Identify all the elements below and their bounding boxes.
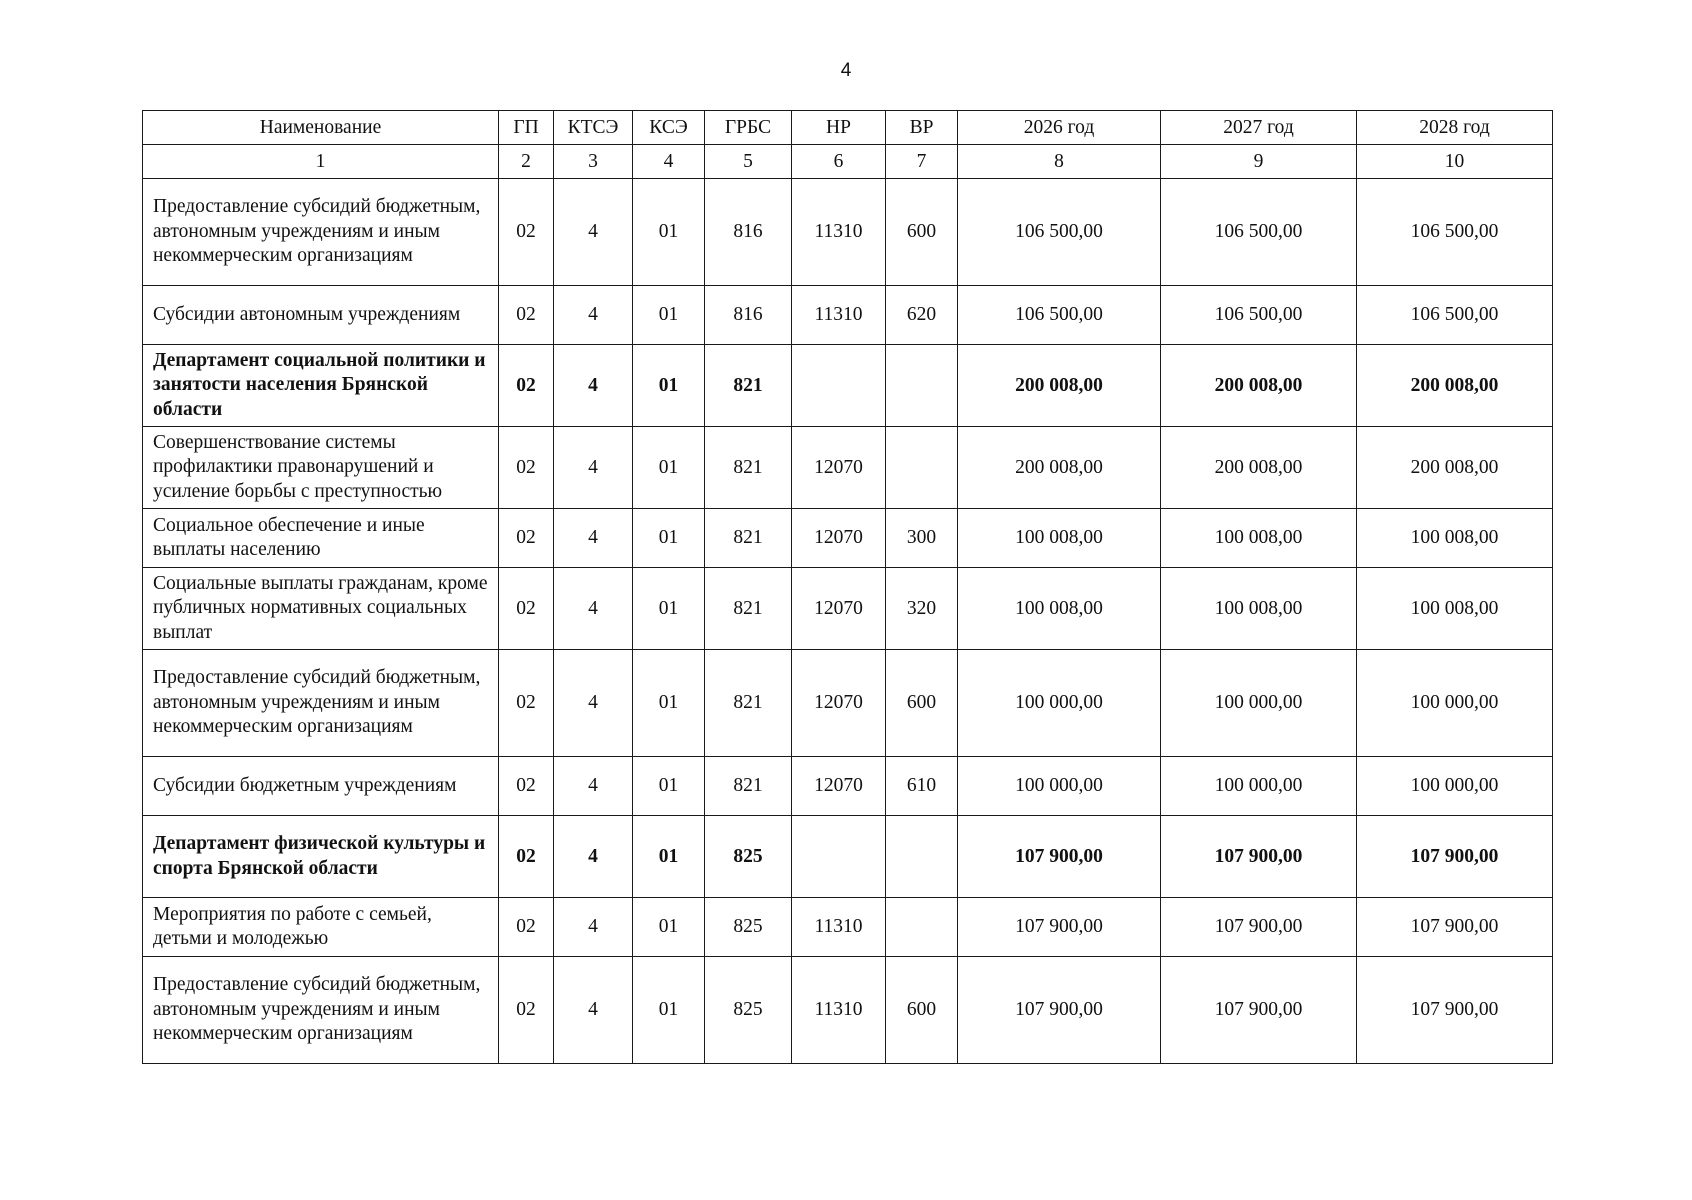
gp-cell: 02	[499, 650, 554, 757]
gp-cell: 02	[499, 568, 554, 650]
column-number-cell: 2	[499, 145, 554, 179]
amount-2027-cell: 100 008,00	[1161, 509, 1357, 568]
header-cell-nr: НР	[792, 111, 886, 145]
column-number-cell: 8	[958, 145, 1161, 179]
row-name-cell: Субсидии автономным учреждениям	[143, 286, 499, 345]
column-number-cell: 1	[143, 145, 499, 179]
amount-2028-cell: 107 900,00	[1357, 957, 1553, 1064]
amount-2026-cell: 107 900,00	[958, 957, 1161, 1064]
grbs-cell: 821	[705, 650, 792, 757]
kse-cell: 01	[633, 957, 705, 1064]
row-name-cell: Департамент физической культуры и спорта Брянской области	[143, 816, 499, 898]
grbs-cell: 821	[705, 427, 792, 509]
vr-cell	[886, 816, 958, 898]
gp-cell: 02	[499, 286, 554, 345]
table-row	[143, 898, 1553, 957]
row-name-cell: Департамент социальной политики и занятости населения Брянской области	[143, 345, 499, 427]
table-row	[143, 179, 1553, 286]
table-row	[143, 427, 1553, 509]
header-row	[143, 111, 1553, 145]
column-number-cell: 10	[1357, 145, 1553, 179]
row-name-cell: Социальное обеспечение и иные выплаты населению	[143, 509, 499, 568]
amount-2028-cell: 100 008,00	[1357, 568, 1553, 650]
column-number-cell: 4	[633, 145, 705, 179]
row-name-cell: Предоставление субсидий бюджетным, автономным учреждениям и иным некоммерческим организациям	[143, 179, 499, 286]
ktse-cell: 4	[554, 757, 633, 816]
header-cell-kse: КСЭ	[633, 111, 705, 145]
kse-cell: 01	[633, 650, 705, 757]
header-cell-2026: 2026 год	[958, 111, 1161, 145]
grbs-cell: 816	[705, 286, 792, 345]
kse-cell: 01	[633, 568, 705, 650]
amount-2026-cell: 200 008,00	[958, 345, 1161, 427]
table-row	[143, 509, 1553, 568]
amount-2027-cell: 107 900,00	[1161, 816, 1357, 898]
grbs-cell: 825	[705, 816, 792, 898]
amount-2028-cell: 100 000,00	[1357, 757, 1553, 816]
gp-cell: 02	[499, 816, 554, 898]
row-name-cell: Предоставление субсидий бюджетным, автономным учреждениям и иным некоммерческим организациям	[143, 650, 499, 757]
kse-cell: 01	[633, 898, 705, 957]
gp-cell: 02	[499, 427, 554, 509]
table-row	[143, 568, 1553, 650]
amount-2026-cell: 100 008,00	[958, 509, 1161, 568]
amount-2028-cell: 107 900,00	[1357, 898, 1553, 957]
table-row-department	[143, 816, 1553, 898]
amount-2027-cell: 106 500,00	[1161, 286, 1357, 345]
vr-cell	[886, 898, 958, 957]
ktse-cell: 4	[554, 427, 633, 509]
vr-cell	[886, 427, 958, 509]
column-number-cell: 9	[1161, 145, 1357, 179]
nr-cell: 12070	[792, 427, 886, 509]
amount-2026-cell: 107 900,00	[958, 898, 1161, 957]
vr-cell: 610	[886, 757, 958, 816]
table-row-department	[143, 345, 1553, 427]
row-name-cell: Субсидии бюджетным учреждениям	[143, 757, 499, 816]
grbs-cell: 825	[705, 898, 792, 957]
column-number-cell: 5	[705, 145, 792, 179]
grbs-cell: 821	[705, 757, 792, 816]
ktse-cell: 4	[554, 816, 633, 898]
kse-cell: 01	[633, 509, 705, 568]
grbs-cell: 821	[705, 345, 792, 427]
row-name-cell: Социальные выплаты гражданам, кроме публичных нормативных социальных выплат	[143, 568, 499, 650]
table-row	[143, 957, 1553, 1064]
amount-2026-cell: 100 000,00	[958, 650, 1161, 757]
kse-cell: 01	[633, 286, 705, 345]
nr-cell	[792, 816, 886, 898]
amount-2026-cell: 106 500,00	[958, 179, 1161, 286]
ktse-cell: 4	[554, 957, 633, 1064]
gp-cell: 02	[499, 179, 554, 286]
nr-cell: 11310	[792, 179, 886, 286]
amount-2027-cell: 100 000,00	[1161, 757, 1357, 816]
ktse-cell: 4	[554, 345, 633, 427]
nr-cell: 12070	[792, 509, 886, 568]
column-number-cell: 7	[886, 145, 958, 179]
page-number: 4	[840, 60, 852, 81]
grbs-cell: 825	[705, 957, 792, 1064]
grbs-cell: 821	[705, 509, 792, 568]
amount-2027-cell: 107 900,00	[1161, 898, 1357, 957]
nr-cell: 12070	[792, 568, 886, 650]
amount-2026-cell: 200 008,00	[958, 427, 1161, 509]
amount-2027-cell: 200 008,00	[1161, 427, 1357, 509]
header-cell-name: Наименование	[143, 111, 499, 145]
column-number-row	[143, 145, 1553, 179]
header-cell-gp: ГП	[499, 111, 554, 145]
amount-2026-cell: 100 008,00	[958, 568, 1161, 650]
table-row	[143, 650, 1553, 757]
grbs-cell: 821	[705, 568, 792, 650]
kse-cell: 01	[633, 345, 705, 427]
nr-cell	[792, 345, 886, 427]
grbs-cell: 816	[705, 179, 792, 286]
amount-2028-cell: 106 500,00	[1357, 179, 1553, 286]
amount-2028-cell: 100 008,00	[1357, 509, 1553, 568]
amount-2028-cell: 106 500,00	[1357, 286, 1553, 345]
row-name-cell: Совершенствование системы профилактики правонарушений и усиление борьбы с преступностью	[143, 427, 499, 509]
vr-cell: 320	[886, 568, 958, 650]
nr-cell: 12070	[792, 650, 886, 757]
budget-table	[142, 110, 1553, 1064]
amount-2027-cell: 100 000,00	[1161, 650, 1357, 757]
kse-cell: 01	[633, 757, 705, 816]
row-name-cell: Мероприятия по работе с семьей, детьми и молодежью	[143, 898, 499, 957]
amount-2026-cell: 100 000,00	[958, 757, 1161, 816]
vr-cell: 620	[886, 286, 958, 345]
ktse-cell: 4	[554, 179, 633, 286]
gp-cell: 02	[499, 898, 554, 957]
amount-2027-cell: 200 008,00	[1161, 345, 1357, 427]
header-cell-ktse: КТСЭ	[554, 111, 633, 145]
amount-2028-cell: 200 008,00	[1357, 427, 1553, 509]
column-number-cell: 6	[792, 145, 886, 179]
table-row	[143, 757, 1553, 816]
vr-cell: 600	[886, 650, 958, 757]
kse-cell: 01	[633, 816, 705, 898]
nr-cell: 11310	[792, 286, 886, 345]
kse-cell: 01	[633, 427, 705, 509]
header-cell-2027: 2027 год	[1161, 111, 1357, 145]
amount-2027-cell: 107 900,00	[1161, 957, 1357, 1064]
ktse-cell: 4	[554, 898, 633, 957]
kse-cell: 01	[633, 179, 705, 286]
nr-cell: 12070	[792, 757, 886, 816]
ktse-cell: 4	[554, 568, 633, 650]
vr-cell	[886, 345, 958, 427]
header-cell-grbs: ГРБС	[705, 111, 792, 145]
amount-2027-cell: 106 500,00	[1161, 179, 1357, 286]
gp-cell: 02	[499, 345, 554, 427]
nr-cell: 11310	[792, 898, 886, 957]
amount-2027-cell: 100 008,00	[1161, 568, 1357, 650]
column-number-cell: 3	[554, 145, 633, 179]
amount-2026-cell: 106 500,00	[958, 286, 1161, 345]
gp-cell: 02	[499, 509, 554, 568]
gp-cell: 02	[499, 957, 554, 1064]
amount-2028-cell: 107 900,00	[1357, 816, 1553, 898]
amount-2026-cell: 107 900,00	[958, 816, 1161, 898]
vr-cell: 300	[886, 509, 958, 568]
amount-2028-cell: 200 008,00	[1357, 345, 1553, 427]
amount-2028-cell: 100 000,00	[1357, 650, 1553, 757]
ktse-cell: 4	[554, 509, 633, 568]
header-cell-vr: ВР	[886, 111, 958, 145]
nr-cell: 11310	[792, 957, 886, 1064]
ktse-cell: 4	[554, 650, 633, 757]
table-row	[143, 286, 1553, 345]
vr-cell: 600	[886, 957, 958, 1064]
vr-cell: 600	[886, 179, 958, 286]
ktse-cell: 4	[554, 286, 633, 345]
header-cell-2028: 2028 год	[1357, 111, 1553, 145]
row-name-cell: Предоставление субсидий бюджетным, автономным учреждениям и иным некоммерческим организациям	[143, 957, 499, 1064]
gp-cell: 02	[499, 757, 554, 816]
